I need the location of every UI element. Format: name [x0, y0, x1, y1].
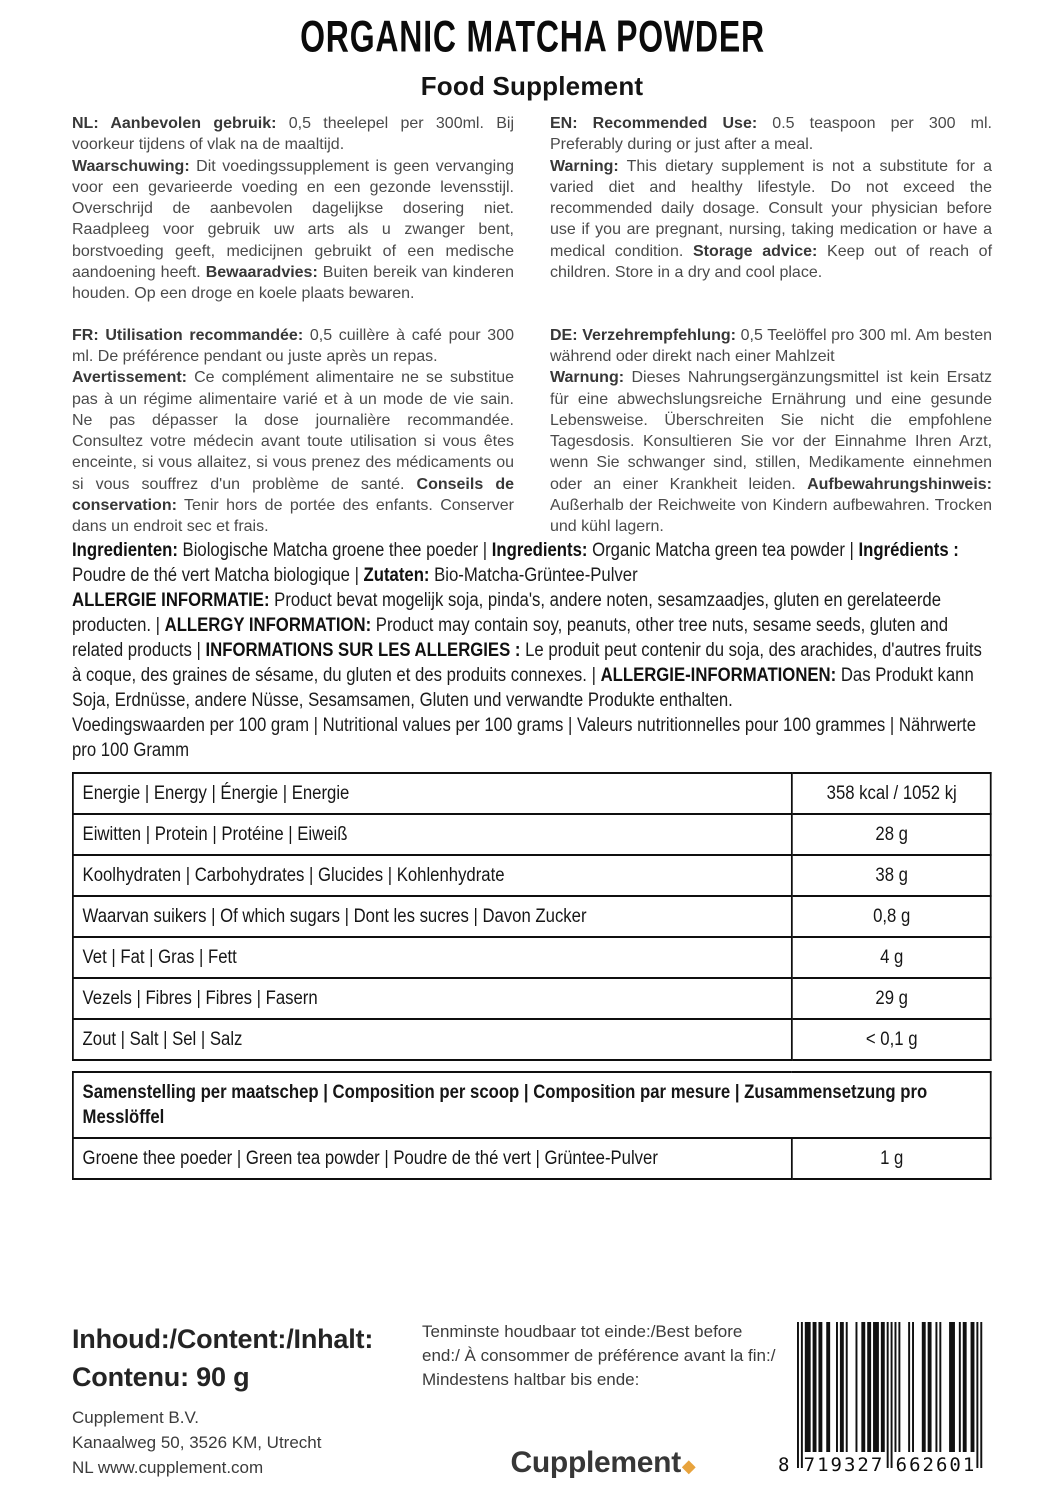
brand-logo: [422, 1446, 784, 1480]
nutrient-label: Vet | Fat | Gras | Fett: [73, 937, 792, 978]
nutrient-value: 28 g: [792, 814, 991, 855]
product-subtitle: Food Supplement: [420, 71, 644, 101]
content-line2: Contenu: 90 g: [72, 1362, 250, 1392]
content-amount: [72, 1320, 412, 1396]
nutrient-label: Vezels | Fibres | Fibres | Fasern: [73, 978, 792, 1019]
composition-header: Samenstelling per maatschep | Composition per scoop | Composition par mesure | Zusammensetzung pro Messlöffel: [73, 1072, 991, 1138]
composition-header-row: [73, 1072, 991, 1138]
table-row: [73, 978, 991, 1019]
table-row: [73, 814, 991, 855]
company-name: Cupplement B.V.: [72, 1408, 199, 1427]
nutrition-intro: Voedingswaarden per 100 gram | Nutritional values per 100 grams | Valeurs nutritionnelles pour 100 grammes | Nährwerte pro 100 Gramm: [72, 714, 977, 761]
barcode-bars: [784, 1322, 984, 1468]
brand-name: Cupplement: [510, 1446, 681, 1479]
ingredients-line: Ingredienten: Biologische Matcha groene thee poeder | Ingredients: Organic Matcha green tea powder | Ingrédients : Poudre de thé vert Matcha biologique | Zutaten: Bio-Matcha-Grüntee-Pulver: [72, 539, 959, 586]
nutrient-label: Waarvan suikers | Of which sugars | Dont les sucres | Davon Zucker: [73, 896, 792, 937]
table-row: [73, 855, 991, 896]
header: [72, 14, 992, 69]
usage-en-warning: Warning: This dietary supplement is not a substitute for a varied diet and healthy lifestyle. Do not exceed the recommended daily dosage. Consult your physician before use if you are pregnant, nursing, taking medication or have a medical condition. Storage advice: Keep out of reach of children. Store in a dry and cool place.: [550, 157, 993, 282]
nutrient-label: Eiwitten | Protein | Protéine | Eiweiß: [73, 814, 792, 855]
nutrient-value: < 0,1 g: [792, 1019, 991, 1060]
nutrient-label: Zout | Salt | Sel | Salz: [73, 1019, 792, 1060]
nutrient-value: 29 g: [792, 978, 991, 1019]
barcode: [778, 1322, 984, 1476]
company-website: NL www.cupplement.com: [72, 1458, 264, 1477]
composition-table: [72, 1071, 992, 1180]
nutrient-value: 0,8 g: [792, 896, 991, 937]
content-line1: Inhoud:/Content:/Inhalt:: [72, 1324, 374, 1354]
table-row: [73, 896, 991, 937]
usage-warning-section: [72, 113, 992, 538]
composition-value: 1 g: [792, 1138, 991, 1179]
allergy-line: ALLERGIE INFORMATIE: Product bevat mogelijk soja, pinda's, andere noten, sesamzaadjes, gluten en gerelateerde producten. | ALLERGY INFORMATION: Product may contain soy, peanuts, other tree nuts, sesame seeds, gluten and related products | INFORMATIONS SUR LES ALLERGIES : Le produit peut contenir du soja, des arachides, d'autres fruits à coque, des graines de sésame, du gluten et des produits connexes. | ALLERGIE-INFORMATIONEN: Das Produkt kann Soja, Erdnüsse, andere Nüsse, Sesamsamen, Gluten und verwandte Produkte enthalten.: [72, 589, 982, 711]
usage-fr-recommended: FR: Utilisation recommandée: 0,5 cuillère à café pour 300 ml. De préférence pendant ou juste après un repas.: [72, 326, 515, 365]
nutrient-label: Koolhydraten | Carbohydrates | Glucides | Kohlenhydrate: [73, 855, 792, 896]
best-before-note: Tenminste houdbaar tot einde:/Best before end:/ À consommer de préférence avant la fin:/ Mindestens haltbar bis ende:: [422, 1322, 776, 1389]
nutrient-value: 4 g: [792, 937, 991, 978]
usage-fr-warning: Avertissement: Ce complément alimentaire ne se substitue pas à un régime alimentaire varié et à un mode de vie sain. Ne pas dépasser la dose journalière recommandée. Consultez votre médecin avant toute utilisation si vous êtes enceinte, si vous allaitez, si vous prenez des médicaments ou si vous souffrez d'un problème de santé. Conseils de conservation: Tenir hors de portée des enfants. Conserver dans un endroit sec et frais.: [72, 369, 514, 536]
details-section: [72, 538, 992, 1180]
company-address: Kanaalweg 50, 3526 KM, Utrecht: [72, 1433, 322, 1452]
brand-dot-icon: ◆: [681, 1456, 696, 1476]
nutrient-value: 38 g: [792, 855, 991, 896]
composition-row: [73, 1138, 991, 1179]
usage-block-nl: [72, 113, 514, 305]
nutrition-table: [72, 772, 992, 1061]
company-info: [72, 1405, 412, 1480]
footer: [72, 1320, 992, 1480]
nutrient-value: 358 kcal / 1052 kj: [792, 773, 991, 814]
usage-nl-recommended: NL: Aanbevolen gebruik: 0,5 theelepel per 300ml. Bij voorkeur tijdens of vlak na de maaltijd.: [72, 115, 515, 154]
barcode-digit-group1: 719327: [803, 1454, 885, 1476]
usage-block-fr: [72, 325, 514, 538]
usage-block-de: [550, 325, 992, 538]
barcode-digit-left: 8: [778, 1454, 790, 1476]
usage-block-en: [550, 113, 992, 305]
usage-nl-warning: Waarschuwing: Dit voedingssupplement is geen vervanging voor een gevarieerde voeding en een gezonde levensstijl. Overschrijd de aanbevolen dagelijkse dosering niet. Raadpleeg voor gebruik uw arts als u zwanger bent, borstvoeding geeft, medicijnen gebruikt of een medische aandoening heeft. Bewaaradvies: Buiten bereik van kinderen houden. Op een droge en koele plaats bewaren.: [72, 157, 514, 303]
barcode-digit-group2: 662601: [895, 1454, 977, 1476]
best-before-block: [412, 1320, 784, 1480]
barcode-block: [778, 1320, 984, 1476]
usage-en-recommended: EN: Recommended Use: 0.5 teaspoon per 300 ml. Preferably during or just after a meal.: [550, 115, 992, 154]
content-company-block: [72, 1320, 412, 1480]
usage-de-recommended: DE: Verzehrempfehlung: 0,5 Teelöffel pro 300 ml. Am besten während oder direkt nach einer Mahlzeit: [550, 326, 992, 365]
product-title: ORGANIC MATCHA POWDER: [299, 12, 765, 62]
table-row: [73, 1019, 991, 1060]
usage-de-warning: Warnung: Dieses Nahrungsergänzungsmittel ist kein Ersatz für eine abwechslungsreiche Ernährung und eine gesunde Lebensweise. Überschreiten Sie nicht die empfohlene Tagesdosis. Konsultieren Sie vor der Einnahme Ihren Arzt, wenn Sie schwanger sind, stillen, Medikamente einnehmen oder an einer Krankheit leiden. Aufbewahrungshinweis: Außerhalb der Reichweite von Kindern aufbewahren. Trocken und kühl lagern.: [550, 369, 992, 536]
table-row: [73, 773, 991, 814]
table-row: [73, 937, 991, 978]
nutrient-label: Energie | Energy | Énergie | Energie: [73, 773, 792, 814]
composition-label: Groene thee poeder | Green tea powder | Poudre de thé vert | Grüntee-Pulver: [73, 1138, 792, 1179]
